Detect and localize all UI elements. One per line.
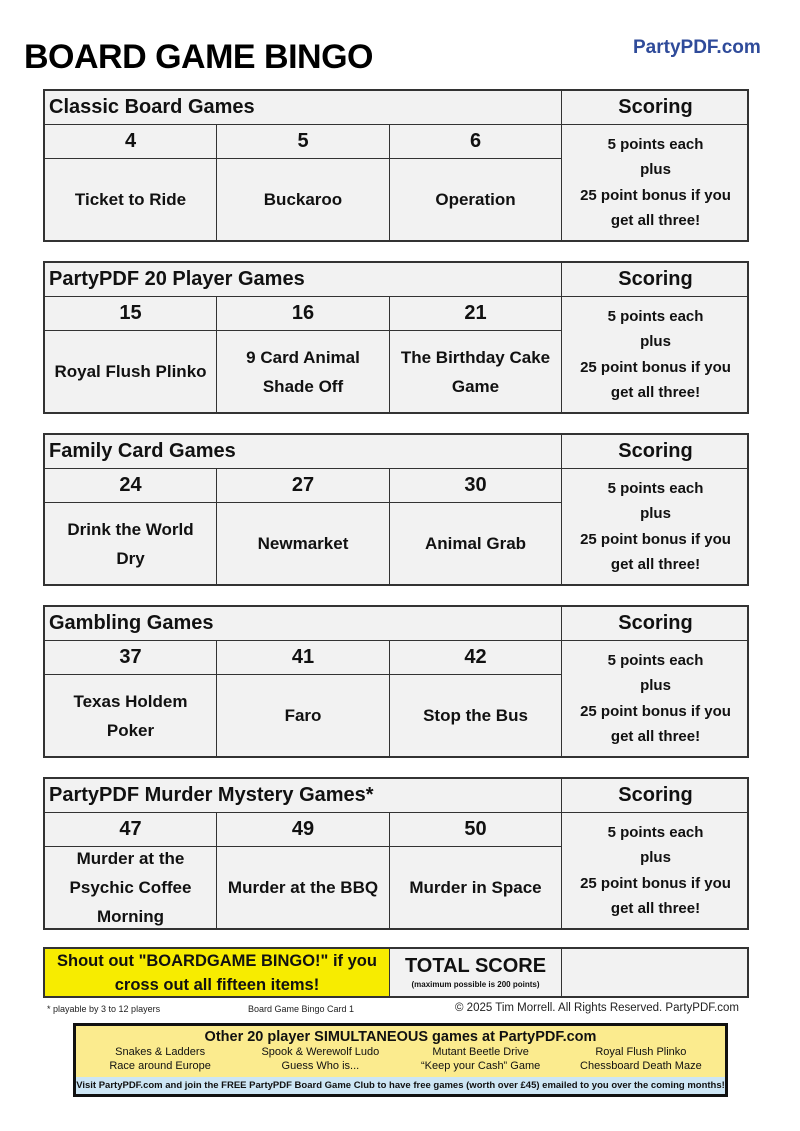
player-note: * playable by 3 to 12 players — [47, 1004, 161, 1014]
scoring-rules — [562, 125, 749, 240]
scoring-line: 5 points each — [607, 135, 704, 153]
total-score-label-cell — [390, 949, 562, 996]
bingo-square[interactable] — [45, 503, 217, 584]
game-name-line: Faro — [284, 706, 322, 725]
scoring-rules — [562, 469, 749, 584]
game-number: 6 — [390, 125, 562, 159]
shout-line-2: cross out all fifteen items! — [114, 975, 320, 994]
scoring-line: plus — [640, 677, 671, 694]
game-number: 15 — [45, 297, 217, 331]
copyright: © 2025 Tim Morrell. All Rights Reserved. PartyPDF.com — [455, 1002, 739, 1014]
bingo-section — [43, 605, 749, 758]
promo-game[interactable]: Snakes & Ladders — [115, 1046, 206, 1058]
section-title: PartyPDF Murder Mystery Games* — [45, 779, 562, 813]
bingo-section — [43, 89, 749, 242]
section-title: PartyPDF 20 Player Games — [45, 263, 562, 297]
game-name-line: Buckaroo — [263, 190, 343, 209]
game-name-line: Ticket to Ride — [74, 190, 187, 209]
page-title: BOARD GAME BINGO — [24, 38, 373, 76]
bingo-square[interactable] — [45, 675, 217, 756]
scoring-header: Scoring — [562, 779, 749, 813]
game-name-line: Murder at the — [76, 849, 185, 868]
bingo-section — [43, 261, 749, 414]
scoring-line: 5 points each — [607, 651, 704, 669]
game-name-line: Royal Flush Plinko — [54, 362, 207, 381]
total-score-row — [43, 947, 749, 998]
game-number: 27 — [217, 469, 390, 503]
game-number: 5 — [217, 125, 390, 159]
bingo-square[interactable] — [390, 847, 562, 928]
game-name-line: Texas Holdem — [73, 691, 188, 711]
bingo-instruction — [45, 949, 390, 996]
game-number: 49 — [217, 813, 390, 847]
promo-heading: Other 20 player SIMULTANEOUS games at PartyPDF.com — [204, 1029, 597, 1045]
bingo-section — [43, 433, 749, 586]
game-number: 21 — [390, 297, 562, 331]
scoring-line: 25 point bonus if you — [580, 186, 731, 204]
scoring-header: Scoring — [562, 263, 749, 297]
promo-game[interactable]: Royal Flush Plinko — [595, 1046, 687, 1058]
game-name-line: Drink the World — [67, 519, 194, 539]
game-number: 4 — [45, 125, 217, 159]
scoring-header: Scoring — [562, 607, 749, 641]
game-name-line: Murder in Space — [409, 878, 542, 897]
scoring-line: 5 points each — [607, 479, 704, 497]
game-name-line: The Birthday Cake — [400, 347, 551, 367]
game-name-line: Shade Off — [262, 376, 344, 396]
game-number: 30 — [390, 469, 562, 503]
scoring-line: get all three! — [610, 556, 701, 573]
card-label: Board Game Bingo Card 1 — [248, 1004, 355, 1014]
bingo-square[interactable] — [217, 159, 390, 240]
scoring-line: get all three! — [610, 212, 701, 229]
scoring-line: 25 point bonus if you — [580, 358, 731, 376]
scoring-line: plus — [640, 849, 671, 866]
shout-line-1: Shout out "BOARDGAME BINGO!" if you — [57, 951, 377, 970]
scoring-line: plus — [640, 333, 671, 350]
bingo-square[interactable] — [390, 503, 562, 584]
game-name-line: Game — [451, 376, 500, 396]
promo-game[interactable]: Spook & Werewolf Ludo — [261, 1046, 380, 1058]
game-number: 24 — [45, 469, 217, 503]
scoring-line: 25 point bonus if you — [580, 702, 731, 720]
scoring-line: plus — [640, 505, 671, 522]
club-invite[interactable]: Visit PartyPDF.com and join the FREE PartyPDF Board Game Club to have free games (worth over £45) emailed to you over the coming months! — [76, 1077, 725, 1094]
bingo-square[interactable] — [390, 159, 562, 240]
game-name-line: Operation — [435, 190, 516, 209]
bingo-square[interactable] — [217, 675, 390, 756]
scoring-header: Scoring — [562, 91, 749, 125]
scoring-line: 5 points each — [607, 823, 704, 841]
total-score-note: (maximum possible is 200 points) — [411, 980, 540, 989]
scoring-line: 25 point bonus if you — [580, 874, 731, 892]
game-number: 50 — [390, 813, 562, 847]
bingo-square[interactable] — [45, 847, 217, 928]
scoring-line: 25 point bonus if you — [580, 530, 731, 548]
promo-game[interactable]: Guess Who is... — [281, 1060, 360, 1072]
scoring-header: Scoring — [562, 435, 749, 469]
section-title: Gambling Games — [45, 607, 562, 641]
promo-game[interactable]: Race around Europe — [109, 1060, 211, 1072]
game-name-line: Murder at the BBQ — [227, 878, 379, 897]
scoring-rules — [562, 297, 749, 412]
game-name-line: Animal Grab — [424, 534, 527, 553]
total-score-label: TOTAL SCORE — [404, 955, 547, 977]
scoring-line: 5 points each — [607, 307, 704, 325]
game-number: 47 — [45, 813, 217, 847]
bingo-square[interactable] — [217, 847, 390, 928]
brand-link[interactable]: PartyPDF.com — [633, 37, 761, 58]
scoring-rules — [562, 641, 749, 756]
scoring-line: get all three! — [610, 728, 701, 745]
scoring-line: get all three! — [610, 384, 701, 401]
game-number: 41 — [217, 641, 390, 675]
section-title: Family Card Games — [45, 435, 562, 469]
game-name-line: Newmarket — [257, 534, 349, 553]
promo-game[interactable]: “Keep your Cash” Game — [421, 1060, 541, 1072]
bingo-square[interactable] — [45, 159, 217, 240]
promo-game[interactable]: Chessboard Death Maze — [580, 1060, 702, 1072]
game-number: 37 — [45, 641, 217, 675]
game-name-line: Psychic Coffee — [69, 878, 192, 897]
promo-game[interactable]: Mutant Beetle Drive — [432, 1046, 529, 1058]
promo-banner — [73, 1023, 728, 1097]
game-name-line: Stop the Bus — [423, 706, 528, 725]
bingo-square[interactable] — [217, 331, 390, 412]
game-name-line: 9 Card Animal — [246, 347, 360, 367]
game-name-line: Poker — [106, 720, 155, 740]
scoring-line: get all three! — [610, 900, 701, 917]
bingo-square[interactable] — [390, 675, 562, 756]
scoring-line: plus — [640, 161, 671, 178]
bingo-section — [43, 777, 749, 930]
bingo-square[interactable] — [217, 503, 390, 584]
scoring-rules — [562, 813, 749, 928]
game-name-line: Dry — [116, 548, 145, 568]
total-score-field[interactable] — [562, 949, 747, 996]
game-name-line: Morning — [96, 907, 165, 926]
bingo-square[interactable] — [390, 331, 562, 412]
promo-games-grid — [76, 1045, 725, 1073]
game-number: 42 — [390, 641, 562, 675]
section-title: Classic Board Games — [45, 91, 562, 125]
game-number: 16 — [217, 297, 390, 331]
bingo-square[interactable] — [45, 331, 217, 412]
